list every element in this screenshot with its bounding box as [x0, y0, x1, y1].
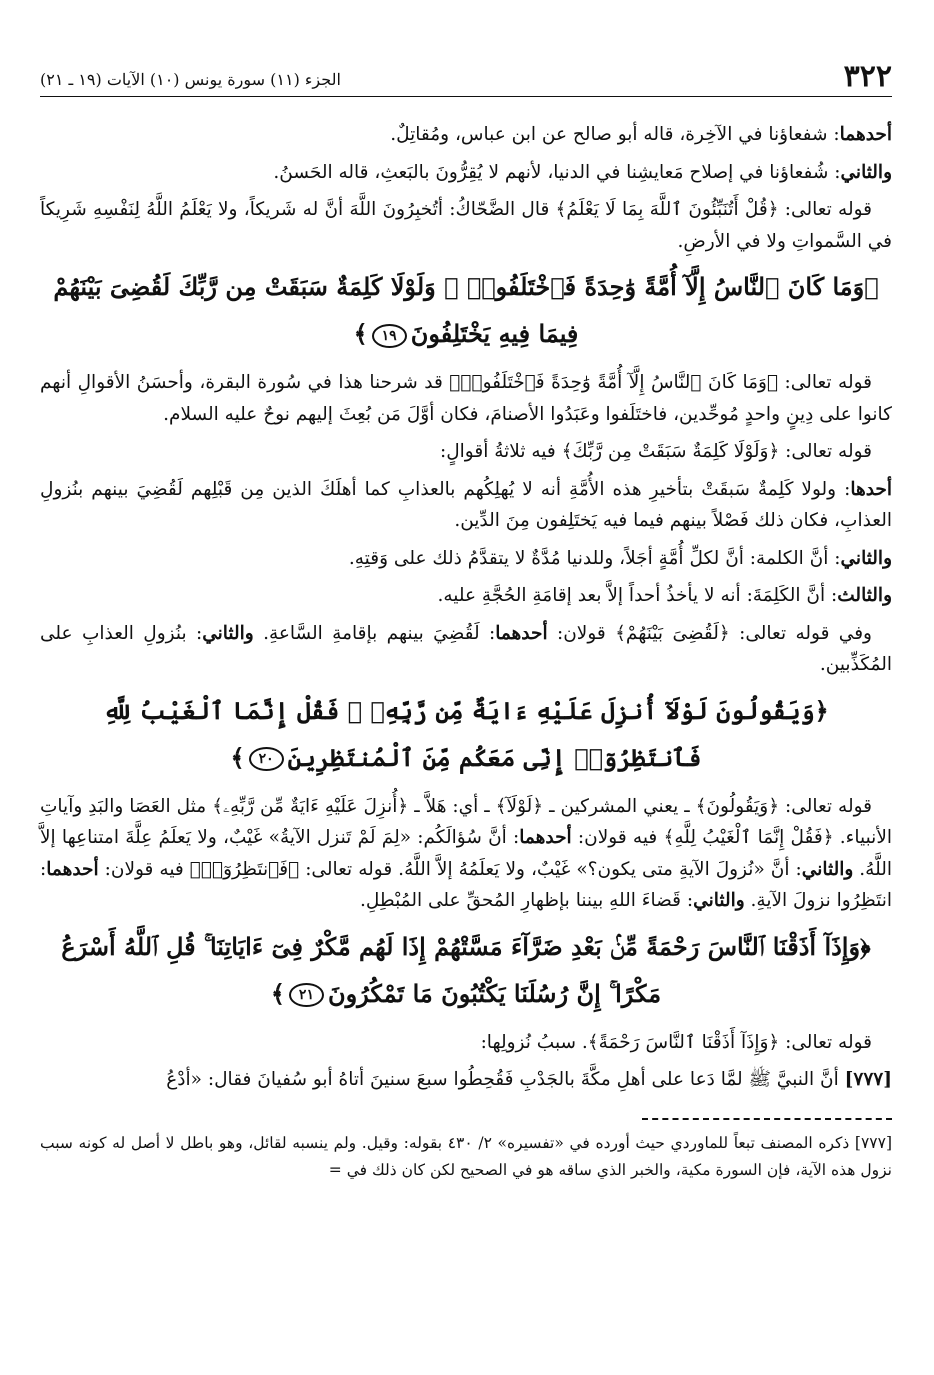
paragraph-lead: والثاني: [840, 547, 892, 569]
paragraph-lead: أحدهما: [839, 124, 892, 145]
paragraph: [٧٧٧] أنَّ النبيَّ ﷺ لمَّا دَعا على أهلِ مكَّةَ بالجَدْبِ فَقُحِطُوا سبعَ سنينَ أتاهُ أبو سُفيانَ فقال: «أدْعُ: [166, 1069, 892, 1090]
paragraph: قوله تعالى: ﴿وَلَوْلَا كَلِمَةٌ سَبَقَتْ مِن رَّبِّكَ﴾ فيه ثلاثةُ أقوالٍ:: [439, 441, 872, 462]
ayah-number: ٢١: [289, 983, 324, 1007]
running-title: الجزء (١١) سورة يونس (١٠) الآيات (١٩ ـ ٢١): [40, 70, 341, 89]
paragraph: قوله تعالى: ﴿وَإِذَآ أَذَقْنَا ٱلنَّاسَ رَحْمَةً﴾. سببُ نُزولِها:: [480, 1031, 872, 1053]
paragraph: قوله تعالى: ﴿قُلْ أَتُنَبِّئُونَ ٱللَّهَ بِمَا لَا يَعْلَمُ﴾ قال الضَّحّاكُ: أتُخبِرُونَ اللَّهَ أنَّ له شَريكاً، ولا يَعْلَمُ اللَّهُ لِنَفْسِهِ شَرِيكاً في السَّمواتِ ولا في الأرضِ.: [40, 199, 892, 252]
paragraph: والثاني: شُفعاؤنا في إصلاح مَعايشِنا في الدنيا، لأنهم لا يُقِرُّونَ بالبَعثِ، قاله الحَسنُ.: [273, 161, 892, 183]
footnote-divider: [642, 1118, 892, 1120]
paragraph-lead: والثالث: [837, 585, 892, 606]
footnote: [٧٧٧] ذكره المصنف تبعاً للماوردي حيث أورده في «تفسيره» ٢/ ٤٣٠ بقوله: وقيل. ولم ينسبه لقائل، وهو باطل لا أصل له كونه سبب نزول هذه الآية، فإن السورة مكية، والخبر الذي ساقه هو في الصحيح لكن كان ذلك في =: [40, 1133, 893, 1179]
page-header: [40, 52, 892, 97]
page-body: [40, 119, 892, 1184]
ayah-number: ١٩: [372, 324, 407, 348]
ayah-number: ٢٠: [249, 747, 284, 771]
paragraph: قوله تعالى: ﴿وَيَقُولُونَ﴾ ـ يعني المشركين ـ ﴿لَوْلَآ﴾ ـ أي: هَلاَّ ـ ﴿أُنزِلَ عَلَيْهِ ءَايَةٌ مِّن رَّبِّهِۦ﴾ مثل العَصَا والبَدِ وآياتِ الأنبياء. ﴿فَقُلْ إِنَّمَا ٱلْغَيْبُ لِلَّهِ﴾ فيه قولان: أحدهما: أنَّ سُؤالَكُم: «لِمَ لَمْ تَنزل الآيةُ» غَيْبٌ، ولا يَعلَمُ عِلَّةَ امتناعِها إلاَّ اللَّهُ. والثاني: أنَّ «نُزولَ الآيةِ متى يكون؟» غَيْبٌ، ولا يَعلَمُهُ إلاَّ اللَّهُ. قوله تعالى: ﴿فَٱنتَظِرُوٓا۟﴾ فيه قولان: أحدهما: انتَظِرُوا نزولَ الآيةِ. والثاني: قَضاءَ اللهِ بيننا بإظهارِ المُحقِّ على المُبْطِلِ.: [40, 795, 893, 911]
paragraph: والثالث: أنَّ الكَلِمَةَ: أنه لا يأخذُ أحداً إلاَّ بعد إقامَةِ الحُجَّةِ عليه.: [437, 585, 892, 606]
quran-verse-20: ﴿وَيَقُولُونَ لَوْلَآ أُنزِلَ عَلَيْهِ ءَايَةٌ مِّن رَّبِّهِۦ ۖ فَقُلْ إِنَّمَا ٱلْغَيْبُ لِلَّهِ فَٱنتَظِرُوٓا۟ إِنِّى مَعَكُم مِّنَ ٱلْمُنتَظِرِينَ٢٠﴾: [103, 695, 829, 772]
page: [40, 52, 892, 1184]
paragraph: وفي قوله تعالى: ﴿لَقُضِىَ بَيْنَهُمْ﴾ قولان: أحدهما: لَقُضِيَ بينهم بإقامةِ السَّاعةِ. والثاني: بنُزولِ العذابِ على المُكَذِّبين.: [40, 622, 892, 675]
paragraph: والثاني: أنَّ الكلمة: أنَّ لكلِّ أُمَّةٍ أجَلاً، وللدنيا مُدَّةٌ لا يتقدَّمُ ذلك على وَقتِهِ.: [348, 547, 892, 569]
paragraph: قوله تعالى: ﴿وَمَا كَانَ ٱلنَّاسُ إِلَّآ أُمَّةً وَٰحِدَةً فَٱخْتَلَفُوا۟﴾ قد شرحنا هذا في سُورة البقرة، وأحسَنُ الأقوالِ أنهم كانوا على دِينٍ واحدٍ مُوحِّدين، فاختَلَفوا وعَبَدُوا الأصنامَ، فكان أوَّلَ مَن بُعِثَ إليهم نوحٌ عليه السلام.: [40, 372, 892, 425]
quran-verse-21: ﴿وَإِذَآ أَذَقْنَا ٱلنَّاسَ رَحْمَةً مِّنۢ بَعْدِ ضَرَّآءَ مَسَّتْهُمْ إِذَا لَهُم مَّكْرٌ فِىٓ ءَايَاتِنَا ۚ قُلِ ٱللَّهُ أَسْرَعُ مَكْرًا ۚ إِنَّ رُسُلَنَا يَكْتُبُونَ مَا تَمْكُرُونَ٢١﴾: [61, 931, 871, 1008]
paragraph: أحدها: ولولا كَلِمةٌ سَبقَتْ بتأخيرِ هذه الأُمَّةِ أنه لا يُهلِكُهم بالعذابِ كما أهلَكَ الذين مِن قَبْلِهم لَقُضِيَ بينهم بنُزولِ العذابِ، فكان ذلك فَصْلاً بينهم فيما فيه يَختَلِفون مِنَ الدِّين.: [40, 478, 892, 531]
paragraph-lead: أحدها: [850, 478, 892, 500]
paragraph: أحدهما: شفعاؤنا في الآخِرة، قاله أبو صالح عن ابن عباس، ومُقاتِلٌ.: [390, 124, 892, 145]
hadith-ref: [٧٧٧]: [844, 1069, 892, 1090]
quran-verse-19: ﴿وَمَا كَانَ ٱلنَّاسُ إِلَّآ أُمَّةً وَٰحِدَةً فَٱخْتَلَفُوا۟ ۚ وَلَوْلَا كَلِمَةٌ سَبَقَتْ مِن رَّبِّكَ لَقُضِىَ بَيْنَهُمْ فِيمَا فِيهِ يَخْتَلِفُونَ١٩﴾: [53, 272, 879, 348]
page-number: ٣٢٢: [843, 59, 892, 94]
paragraph-lead: والثاني: [840, 161, 892, 183]
